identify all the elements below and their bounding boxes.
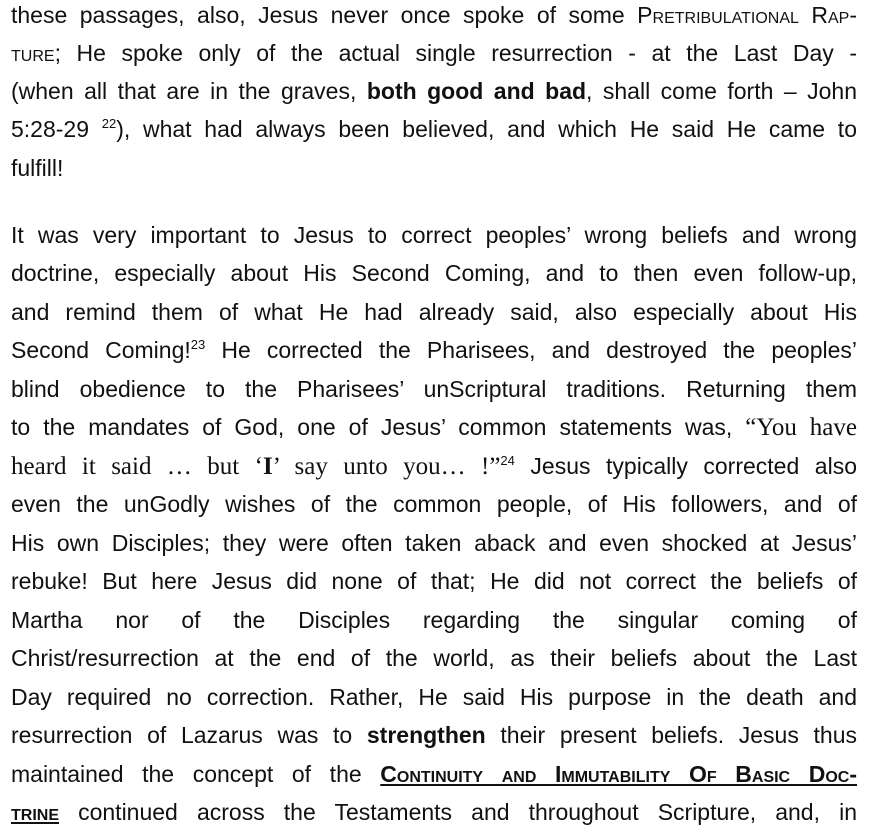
text-run: ; He spoke only of the actual single resurrection - at the Last Day -	[54, 40, 857, 66]
text-run: Jesus typically corrected also	[514, 453, 857, 479]
paragraph-2-line-8	[11, 487, 857, 521]
text-run: It was very important to Jesus to correct peoples’ wrong beliefs and wrong	[11, 222, 857, 248]
text-run: rebuke! But here Jesus did none of that; He did not correct the beliefs of	[11, 568, 857, 594]
paragraph-2-line-10	[11, 564, 857, 598]
text-run: blind obedience to the Pharisees’ unScriptural traditions. Returning them	[11, 376, 857, 402]
concept-heading: Continuity and Immutability Of Basic Doc-	[380, 761, 857, 787]
paragraph-1-line-1	[11, 0, 857, 32]
paragraph-2-line-1	[11, 218, 857, 252]
text-run: their present beliefs. Jesus thus	[485, 722, 857, 748]
paragraph-2-line-9	[11, 526, 857, 560]
text-run: Second Coming!	[11, 337, 191, 363]
paragraph-1-line-5	[11, 151, 857, 185]
paragraph-1-line-4	[11, 112, 857, 146]
paragraph-1-line-2	[11, 36, 857, 70]
paragraph-2-line-5	[11, 372, 857, 406]
text-run: , shall come forth – John	[586, 78, 857, 104]
paragraph-2-line-7	[11, 449, 857, 483]
text-run: (when all that are in the graves,	[11, 78, 367, 104]
paragraph-2-line-16	[11, 795, 857, 829]
concept-heading: trine	[11, 799, 59, 825]
text-run: resurrection of Lazarus was to	[11, 722, 367, 748]
small-caps-term: Pretribulational Rap-	[637, 2, 857, 28]
quoted-scripture: heard it said … but ‘	[11, 453, 263, 480]
paragraph-2-line-3	[11, 295, 857, 329]
paragraph-2-line-13	[11, 680, 857, 714]
footnote-ref-22[interactable]: 22	[101, 116, 117, 131]
text-run: maintained the concept of the	[11, 761, 381, 787]
quoted-scripture-emphasis: I	[262, 453, 273, 480]
bold-word: strengthen	[366, 722, 486, 748]
text-run: ), what had always been believed, and which He said He came to	[116, 116, 857, 142]
text-run: these passages, also, Jesus never once spoke of some	[11, 2, 638, 28]
paragraph-2-line-11	[11, 603, 857, 637]
bold-phrase: both good and bad	[366, 78, 587, 104]
text-run: Christ/resurrection at the end of the world, as their beliefs about the Last	[11, 645, 857, 671]
text-run: continued across the Testaments and throughout Scripture, and, in	[59, 799, 857, 825]
text-run: His own Disciples; they were often taken aback and even shocked at Jesus’	[11, 530, 857, 556]
text-run: to the mandates of God, one of Jesus’ common statements was,	[11, 414, 746, 440]
text-run: fulfill!	[11, 155, 64, 181]
paragraph-2-line-2	[11, 256, 857, 290]
text-run: even the unGodly wishes of the common people, of His followers, and of	[11, 491, 857, 517]
paragraph-2-line-4	[11, 333, 857, 367]
paragraph-2-line-15	[11, 757, 857, 791]
quoted-scripture: ’ say unto you… !”	[272, 453, 501, 480]
text-run: Martha nor of the Disciples regarding the singular coming of	[11, 607, 857, 633]
paragraph-2-line-6	[11, 410, 857, 444]
text-run: doctrine, especially about His Second Coming, and to then even follow-up,	[11, 260, 857, 286]
paragraph-2-line-14	[11, 718, 857, 752]
footnote-ref-23[interactable]: 23	[190, 337, 206, 352]
paragraph-2-line-12	[11, 641, 857, 675]
quoted-scripture: “You have	[745, 414, 857, 441]
text-run: and remind them of what He had already said, also especially about His	[11, 299, 857, 325]
text-run: 5:28-29	[11, 116, 102, 142]
paragraph-1-line-3	[11, 74, 857, 108]
text-run: Day required no correction. Rather, He said His purpose in the death and	[11, 684, 857, 710]
text-run: He corrected the Pharisees, and destroyed the peoples’	[205, 337, 857, 363]
footnote-ref-24[interactable]: 24	[500, 453, 515, 468]
small-caps-term: ture	[11, 40, 55, 66]
